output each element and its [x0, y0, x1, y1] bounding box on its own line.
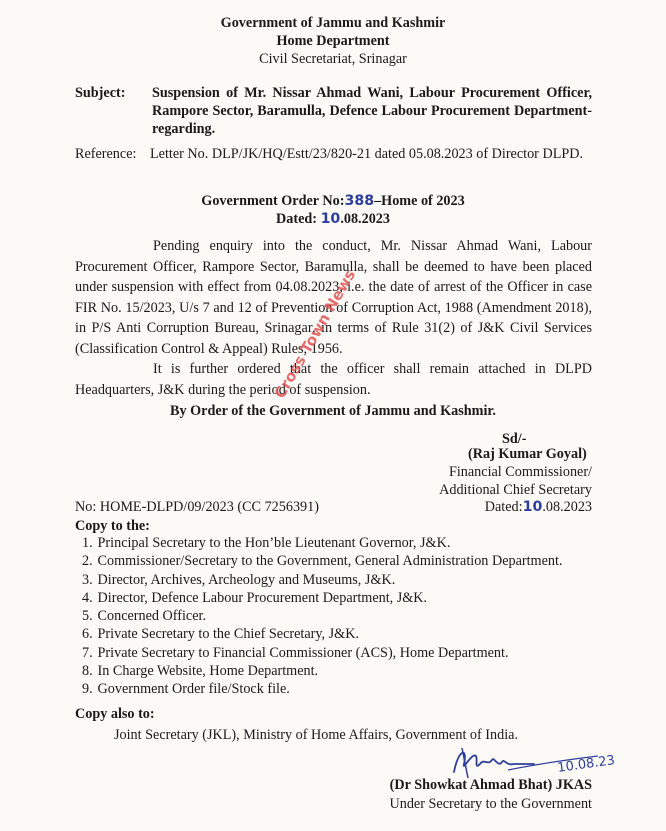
- order-prefix: Government Order No:: [201, 193, 345, 209]
- reference-label: Reference:: [75, 146, 137, 162]
- copy-to-item-text: Private Secretary to Financial Commissioner (ACS), Home Department.: [97, 644, 509, 661]
- order-dated: [0, 210, 666, 228]
- copy-also-label: Copy also to:: [75, 706, 155, 722]
- copy-to-item: [82, 662, 616, 680]
- reference-number: No: HOME-DLPD/09/2023 (CC 7256391): [75, 499, 319, 515]
- copy-to-item-text: Director, Defence Labour Procurement Department, J&K.: [97, 589, 428, 606]
- order-dated-day-handwritten: 10: [320, 211, 341, 227]
- copy-to-label: Copy to the:: [75, 518, 150, 534]
- second-signatory-name: (Dr Showkat Ahmad Bhat) JKAS: [389, 777, 592, 793]
- copy-to-item-number: 9.: [82, 681, 93, 698]
- handwritten-signature-icon: [448, 742, 628, 780]
- body-paragraph-1: Pending enquiry into the conduct, Mr. Nissar Ahmad Wani, Labour Procurement Officer, Rampore Sector, Baramulla, shall be deemed to have been placed under suspension with effect from 04.08.2023, i.e. the date of arrest of the Officer in case FIR No. 15/2023, U/s 7 and 12 of Prevention of Corruption Act, 1988 (Amendment 2018), in P/S Anti Corruption Bureau, Srinagar, in terms of Rule 31(2) of J&K Civil Services (Classification Control & Appeal) Rules, 1956.: [75, 238, 592, 357]
- second-signatory-designation: Under Secretary to the Government: [389, 796, 592, 812]
- order-dated-rest: .08.2023: [340, 211, 390, 227]
- copy-to-item-number: 1.: [82, 535, 93, 551]
- copy-to-item-number: 8.: [82, 663, 93, 680]
- copy-to-item-text: Private Secretary to the Chief Secretary, J&K.: [97, 626, 360, 643]
- signatory-designation-line1: Financial Commissioner/: [448, 464, 592, 480]
- header-government: Government of Jammu and Kashmir: [220, 15, 446, 31]
- copy-to-item-text: Commissioner/Secretary to the Government, General Administration Department.: [97, 553, 563, 570]
- copy-to-list: [70, 534, 616, 699]
- copy-to-item-number: 5.: [82, 608, 93, 625]
- reference-dated: Dated:10.08.2023: [484, 499, 592, 515]
- signatory-designation: [0, 463, 592, 499]
- copy-to-item: [82, 644, 616, 662]
- copy-to-item: [82, 680, 616, 698]
- copy-to-item-text: Director, Archives, Archeology and Museums, J&K.: [97, 571, 396, 588]
- copy-to-item-number: 6.: [82, 626, 93, 643]
- signatory-name: (Raj Kumar Goyal): [468, 446, 587, 462]
- copy-to-item-number: 2.: [82, 553, 93, 570]
- copy-to-item: [82, 552, 616, 570]
- signature-sd: Sd/-: [502, 431, 527, 447]
- signatory-designation-line2: Additional Chief Secretary: [439, 482, 592, 498]
- copy-to-item-number: 4.: [82, 589, 93, 606]
- handwritten-date: 10.08.23: [556, 753, 616, 776]
- header-department: Home Department: [276, 33, 390, 49]
- government-order-number: [0, 192, 666, 210]
- copy-to-item-number: 3.: [82, 571, 93, 588]
- order-dated-label: Dated:: [276, 211, 318, 227]
- copy-to-item-text: In Charge Website, Home Department.: [97, 663, 319, 680]
- reference-text: Letter No. DLP/JK/HQ/Estt/23/820-21 dated 05.08.2023 of Director DLPD.: [150, 146, 584, 162]
- order-suffix: –Home of 2023: [374, 193, 465, 209]
- header-address: Civil Secretariat, Srinagar: [259, 51, 407, 67]
- watermark: Cross Town News: [270, 266, 360, 402]
- reference-dated-day-handwritten: 10: [522, 499, 543, 515]
- order-number-handwritten: 388: [344, 193, 375, 209]
- copy-to-item-number: 7.: [82, 644, 93, 661]
- copy-to-item-text: Government Order file/Stock file.: [97, 681, 290, 698]
- copy-to-item: [82, 607, 616, 625]
- copy-to-item: [82, 571, 616, 589]
- copy-to-item: [82, 534, 616, 552]
- body-paragraph-2: It is further ordered that the officer shall remain attached in DLPD Headquarters, J&K during the period of suspension.: [75, 361, 592, 398]
- copy-to-item: [82, 589, 616, 607]
- subject-label: Subject:: [75, 85, 126, 101]
- copy-to-item-text: Principal Secretary to the Hon’ble Lieutenant Governor, J&K.: [97, 535, 451, 551]
- copy-to-item-text: Concerned Officer.: [97, 608, 207, 625]
- by-order-line: By Order of the Government of Jammu and Kashmir.: [170, 403, 496, 419]
- subject-text: Suspension of Mr. Nissar Ahmad Wani, Labour Procurement Officer, Rampore Sector, Baramulla, Defence Labour Procurement Department- regarding.: [152, 85, 592, 137]
- copy-to-item: [82, 625, 616, 643]
- copy-also-recipient: Joint Secretary (JKL), Ministry of Home Affairs, Government of India.: [114, 727, 518, 743]
